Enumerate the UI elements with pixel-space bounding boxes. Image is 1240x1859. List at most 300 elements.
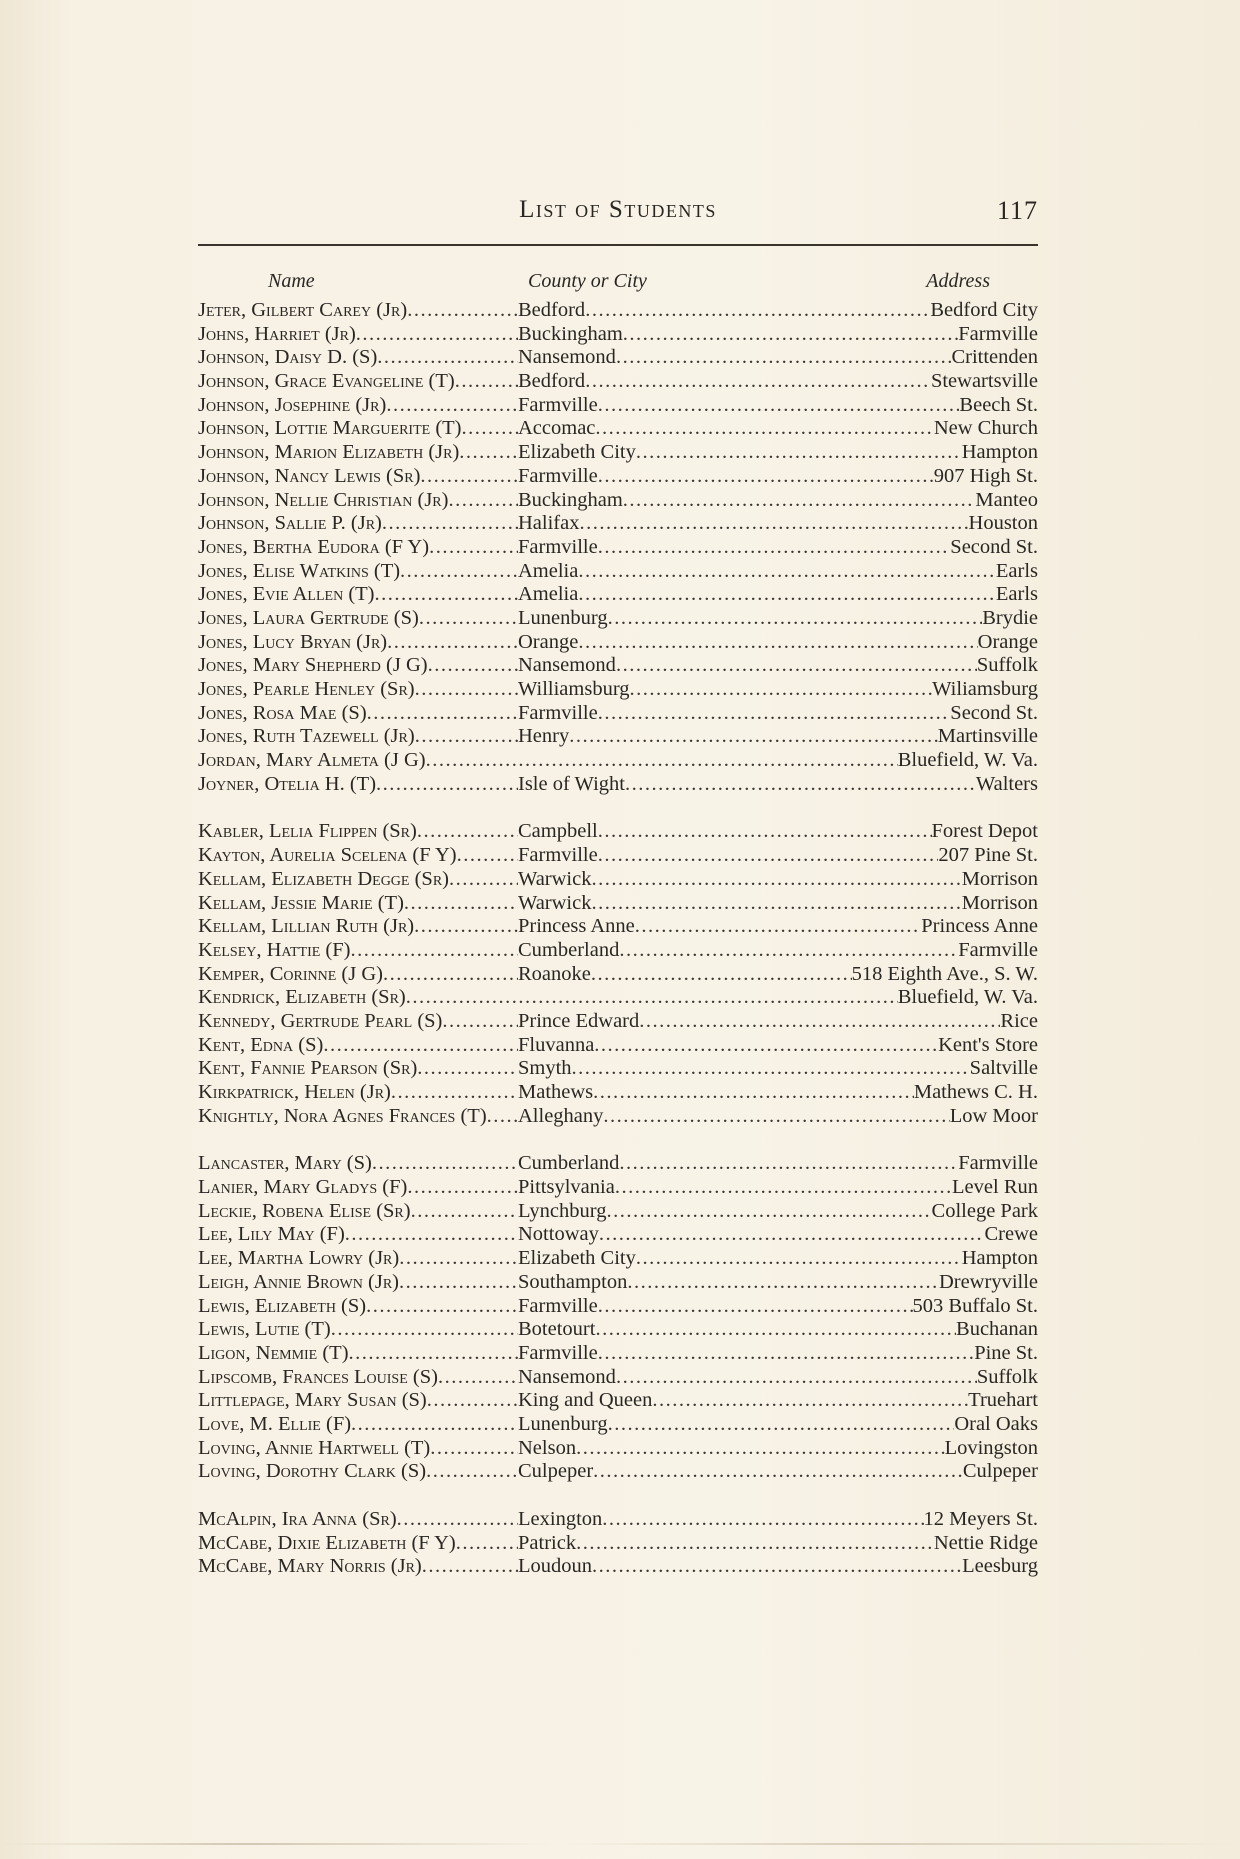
- student-row: [198, 702, 1038, 726]
- student-name: Jones, Elise Watkins (T): [198, 559, 401, 582]
- student-county: Isle of Wight: [518, 772, 625, 795]
- student-address: Houston: [968, 512, 1038, 535]
- dot-leader: [619, 1152, 958, 1176]
- student-row: [198, 1176, 1038, 1200]
- student-address: Low Moor: [949, 1104, 1038, 1127]
- dot-leader: [576, 1437, 945, 1461]
- student-row: [198, 725, 1038, 749]
- student-address: Crittenden: [951, 346, 1038, 369]
- student-county: Princess Anne: [518, 915, 635, 938]
- student-county: Mathews: [518, 1081, 594, 1103]
- dot-leader: [598, 1342, 974, 1366]
- student-row: [198, 1532, 1038, 1556]
- student-name: Leigh, Annie Brown (Jr): [198, 1270, 399, 1293]
- student-name: Lanier, Mary Gladys (F): [198, 1176, 408, 1199]
- student-row: [198, 370, 1038, 394]
- student-address: Drewryville: [938, 1270, 1038, 1293]
- student-row: [198, 417, 1038, 441]
- student-row: [198, 465, 1038, 489]
- student-name: Lee, Lily May (F): [198, 1223, 345, 1246]
- student-name: Johnson, Lottie Marguerite (T): [198, 417, 462, 440]
- student-name: Lewis, Lutie (T): [198, 1318, 331, 1341]
- student-county: Accomac: [518, 417, 596, 440]
- student-county: Farmville: [518, 844, 598, 867]
- student-address: Earls: [995, 583, 1038, 606]
- dot-leader: [419, 607, 518, 631]
- column-header-county: County or City: [528, 270, 647, 292]
- student-county: Nansemond: [518, 654, 616, 677]
- dot-leader: [367, 702, 518, 726]
- dot-leader: [350, 939, 518, 963]
- student-row: [198, 1508, 1038, 1532]
- student-county: Warwick: [518, 867, 592, 890]
- student-section: [198, 1152, 1038, 1484]
- student-address: Saltville: [969, 1057, 1038, 1080]
- student-name: Lee, Martha Lowry (Jr): [198, 1247, 400, 1270]
- student-address: 207 Pine St.: [938, 844, 1038, 867]
- student-address: Pine St.: [974, 1341, 1038, 1364]
- student-row: [198, 1295, 1038, 1319]
- dot-leader: [598, 394, 960, 418]
- student-address: Culpeper: [962, 1460, 1038, 1483]
- student-address: Leesburg: [962, 1555, 1038, 1578]
- student-address: 907 High St.: [933, 464, 1038, 487]
- dot-leader: [455, 370, 518, 394]
- student-row: [198, 915, 1038, 939]
- student-row: [198, 1366, 1038, 1390]
- dot-leader: [598, 702, 951, 726]
- student-row: [198, 1437, 1038, 1461]
- student-row: [198, 1389, 1038, 1413]
- student-row: [198, 1200, 1038, 1224]
- column-headers: [198, 270, 1038, 302]
- dot-leader: [593, 1081, 914, 1105]
- student-address: Nettie Ridge: [933, 1531, 1038, 1554]
- student-address: Hampton: [961, 441, 1038, 464]
- student-name: Lewis, Elizabeth (S): [198, 1294, 367, 1317]
- student-county: Lynchburg: [518, 1199, 607, 1222]
- dot-leader: [603, 1105, 949, 1129]
- dot-leader: [375, 583, 519, 607]
- dot-leader: [608, 607, 983, 631]
- student-name: Lipscomb, Frances Louise (S): [198, 1365, 438, 1388]
- student-county: Loudoun: [518, 1555, 593, 1578]
- dot-leader: [569, 725, 938, 749]
- dot-leader: [366, 1295, 518, 1319]
- student-name: Ligon, Nemmie (T): [198, 1341, 349, 1364]
- dot-leader: [400, 560, 518, 584]
- student-address: Buchanan: [956, 1318, 1038, 1341]
- dot-leader: [422, 1555, 518, 1579]
- student-county: Nottoway: [518, 1223, 599, 1246]
- page-edge-smudge: [0, 1843, 1240, 1845]
- student-row: [198, 678, 1038, 702]
- student-address: New Church: [933, 417, 1038, 440]
- student-county: Elizabeth City: [518, 1247, 636, 1270]
- dot-leader: [457, 844, 518, 868]
- student-county: Lunenburg: [518, 606, 608, 629]
- student-address: Farmville: [958, 938, 1038, 961]
- student-address: Second St.: [950, 701, 1038, 724]
- student-row: [198, 939, 1038, 963]
- student-county: Culpeper: [518, 1460, 594, 1483]
- student-address: Morrison: [961, 891, 1038, 914]
- dot-leader: [438, 1366, 518, 1390]
- dot-leader: [386, 394, 518, 418]
- dot-leader: [591, 868, 961, 892]
- student-address: Oral Oaks: [954, 1412, 1038, 1435]
- student-address: Morrison: [961, 867, 1038, 890]
- student-name: Kelsey, Hattie (F): [198, 938, 351, 961]
- student-row: [198, 560, 1038, 584]
- dot-leader: [426, 1460, 518, 1484]
- student-address: Bedford City: [930, 299, 1038, 321]
- student-name: Kemper, Corinne (J G): [198, 962, 383, 985]
- student-row: [198, 299, 1038, 323]
- student-row: [198, 536, 1038, 560]
- student-address: Stewartsville: [930, 370, 1038, 393]
- student-row: [198, 1271, 1038, 1295]
- dot-leader: [323, 1034, 518, 1058]
- student-county: Patrick: [518, 1531, 577, 1554]
- student-row: [198, 346, 1038, 370]
- student-section: [198, 299, 1038, 796]
- dot-leader: [331, 1318, 518, 1342]
- student-county: Buckingham: [518, 488, 623, 511]
- student-county: Prince Edward: [518, 1009, 640, 1032]
- student-name: Kellam, Lillian Ruth (Jr): [198, 915, 415, 938]
- dot-leader: [372, 1152, 518, 1176]
- student-address: Brydie: [982, 606, 1038, 629]
- student-row: [198, 986, 1038, 1010]
- student-name: Jones, Bertha Eudora (F Y): [198, 535, 430, 558]
- student-name: Kennedy, Gertrude Pearl (S): [198, 1009, 443, 1032]
- student-name: Johnson, Daisy D. (S): [198, 346, 378, 369]
- student-name: Jeter, Gilbert Carey (Jr): [198, 299, 408, 321]
- student-county: Elizabeth City: [518, 441, 636, 464]
- dot-leader: [428, 654, 518, 678]
- dot-leader: [376, 773, 518, 797]
- dot-leader: [462, 417, 519, 441]
- dot-leader: [383, 963, 518, 987]
- dot-leader: [598, 1295, 913, 1319]
- dot-leader: [579, 512, 968, 536]
- student-address: Walters: [975, 772, 1038, 795]
- student-row: [198, 1105, 1038, 1129]
- student-section: [198, 820, 1038, 1128]
- student-row: [198, 1555, 1038, 1579]
- dot-leader: [407, 1176, 518, 1200]
- student-name: Jones, Rosa Mae (S): [198, 701, 367, 724]
- dot-leader: [598, 465, 934, 489]
- dot-leader: [595, 417, 933, 441]
- header-rule: [198, 244, 1038, 246]
- student-name: Kent, Edna (S): [198, 1033, 324, 1056]
- section-gap: [198, 796, 1038, 820]
- dot-leader: [598, 844, 939, 868]
- student-county: Nansemond: [518, 346, 616, 369]
- student-row: [198, 654, 1038, 678]
- student-county: Cumberland: [518, 938, 620, 961]
- student-name: Joyner, Otelia H. (T): [198, 772, 377, 795]
- student-address: College Park: [931, 1199, 1038, 1222]
- dot-leader: [606, 1200, 931, 1224]
- dot-leader: [426, 749, 898, 773]
- section-gap: [198, 1484, 1038, 1508]
- student-name: Kellam, Elizabeth Degge (Sr): [198, 867, 449, 890]
- student-county: King and Queen: [518, 1389, 653, 1412]
- dot-leader: [578, 560, 996, 584]
- student-address: Lovingston: [944, 1436, 1038, 1459]
- dot-leader: [627, 1271, 939, 1295]
- student-address: 518 Eighth Ave., S. W.: [851, 962, 1038, 985]
- student-county: Amelia: [518, 583, 579, 606]
- student-address: Wiliamsburg: [932, 678, 1038, 700]
- student-county: Southampton: [518, 1270, 628, 1293]
- student-county: Bedford: [518, 299, 586, 321]
- student-address: Princess Anne: [921, 915, 1038, 938]
- student-row: [198, 1342, 1038, 1366]
- student-county: Roanoke: [518, 962, 591, 985]
- dot-leader: [415, 725, 518, 749]
- student-name: McCabe, Mary Norris (Jr): [198, 1555, 422, 1578]
- dot-leader: [397, 1508, 518, 1532]
- dot-leader: [448, 489, 518, 513]
- student-county: Farmville: [518, 1341, 598, 1364]
- dot-leader: [415, 678, 518, 702]
- dot-leader: [616, 346, 952, 370]
- student-name: Kendrick, Elizabeth (Sr): [198, 986, 406, 1009]
- student-row: [198, 1413, 1038, 1437]
- student-name: Jones, Lucy Bryan (Jr): [198, 630, 388, 653]
- student-name: Loving, Annie Hartwell (T): [198, 1436, 431, 1459]
- student-county: Williamsburg: [518, 678, 630, 700]
- student-county: Botetourt: [518, 1318, 596, 1341]
- dot-leader: [602, 1508, 923, 1532]
- student-name: Lancaster, Mary (S): [198, 1152, 372, 1175]
- dot-leader: [356, 323, 518, 347]
- student-row: [198, 749, 1038, 773]
- student-address: 503 Buffalo St.: [912, 1294, 1038, 1317]
- student-row: [198, 394, 1038, 418]
- student-county: Buckingham: [518, 322, 623, 345]
- dot-leader: [427, 1389, 518, 1413]
- dot-leader: [349, 1342, 518, 1366]
- dot-leader: [387, 631, 518, 655]
- student-address: Forest Depot: [931, 820, 1038, 843]
- dot-leader: [487, 1105, 518, 1129]
- student-county: Orange: [518, 630, 579, 653]
- student-row: [198, 1318, 1038, 1342]
- dot-leader: [636, 1247, 962, 1271]
- dot-leader: [635, 915, 922, 939]
- student-address: Suffolk: [976, 1365, 1038, 1388]
- student-county: Pittsylvania: [518, 1176, 615, 1199]
- student-row: [198, 1057, 1038, 1081]
- student-county: Cumberland: [518, 1152, 620, 1175]
- student-row: [198, 1081, 1038, 1105]
- student-county: Farmville: [518, 1294, 598, 1317]
- student-row: [198, 1223, 1038, 1247]
- student-address: Martinsville: [937, 725, 1038, 748]
- dot-leader: [591, 892, 961, 916]
- student-name: Love, M. Ellie (F): [198, 1412, 352, 1435]
- student-name: Johnson, Sallie P. (Jr): [198, 512, 382, 535]
- dot-leader: [345, 1223, 518, 1247]
- student-name: Littlepage, Mary Susan (S): [198, 1389, 427, 1412]
- student-row: [198, 583, 1038, 607]
- dot-leader: [572, 1057, 970, 1081]
- student-address: Crewe: [984, 1223, 1038, 1246]
- student-row: [198, 1247, 1038, 1271]
- student-address: Mathews C. H.: [913, 1081, 1038, 1103]
- student-name: Kabler, Lelia Flippen (Sr): [198, 820, 417, 843]
- column-header-name: Name: [268, 270, 315, 292]
- student-section: [198, 1508, 1038, 1579]
- student-address: Hampton: [961, 1247, 1038, 1270]
- dot-leader: [377, 346, 518, 370]
- student-row: [198, 441, 1038, 465]
- dot-leader: [636, 441, 962, 465]
- student-address: Level Run: [952, 1176, 1038, 1199]
- dot-leader: [456, 1532, 518, 1556]
- student-name: Loving, Dorothy Clark (S): [198, 1460, 427, 1483]
- dot-leader: [399, 1271, 518, 1295]
- dot-leader: [623, 323, 959, 347]
- student-county: Amelia: [518, 559, 579, 582]
- dot-leader: [585, 370, 931, 394]
- student-name: Jones, Pearle Henley (Sr): [198, 678, 415, 700]
- column-header-address: Address: [926, 270, 990, 292]
- dot-leader: [639, 1010, 1000, 1034]
- student-name: Johns, Harriet (Jr): [198, 322, 356, 345]
- student-address: Farmville: [958, 1152, 1038, 1175]
- student-address: Beech St.: [959, 393, 1038, 416]
- student-county: Alleghany: [518, 1104, 604, 1127]
- page-title: List of Students: [519, 196, 717, 223]
- student-row: [198, 323, 1038, 347]
- student-row: [198, 868, 1038, 892]
- dot-leader: [630, 678, 933, 702]
- dot-leader: [595, 1318, 956, 1342]
- student-address: Second St.: [950, 535, 1038, 558]
- dot-leader: [429, 536, 518, 560]
- student-name: McCabe, Dixie Elizabeth (F Y): [198, 1531, 456, 1554]
- page-number: 117: [996, 196, 1038, 225]
- student-row: [198, 963, 1038, 987]
- student-row: [198, 892, 1038, 916]
- dot-leader: [411, 1200, 518, 1224]
- dot-leader: [406, 986, 898, 1010]
- student-row: [198, 844, 1038, 868]
- dot-leader: [382, 512, 518, 536]
- student-name: Jones, Evie Allen (T): [198, 583, 375, 606]
- dot-leader: [593, 1460, 963, 1484]
- student-name: Knightly, Nora Agnes Frances (T): [198, 1104, 487, 1127]
- dot-leader: [623, 489, 976, 513]
- dot-leader: [594, 1034, 938, 1058]
- student-address: Truehart: [968, 1389, 1038, 1412]
- student-name: Jordan, Mary Almeta (J G): [198, 749, 426, 772]
- student-county: Farmville: [518, 464, 598, 487]
- dot-leader: [417, 1057, 518, 1081]
- dot-leader: [592, 1555, 962, 1579]
- dot-leader: [625, 773, 976, 797]
- dot-leader: [585, 299, 930, 323]
- dot-leader: [576, 1532, 934, 1556]
- student-name: McAlpin, Ira Anna (Sr): [198, 1508, 397, 1530]
- student-name: Jones, Laura Gertrude (S): [198, 606, 419, 629]
- student-county: Smyth: [518, 1057, 572, 1080]
- student-name: Kayton, Aurelia Scelena (F Y): [198, 844, 457, 867]
- dot-leader: [599, 1223, 985, 1247]
- dot-leader: [420, 465, 518, 489]
- student-name: Johnson, Grace Evangeline (T): [198, 370, 455, 393]
- student-county: Nelson: [518, 1436, 577, 1459]
- dot-leader: [399, 1247, 518, 1271]
- student-row: [198, 512, 1038, 536]
- student-row: [198, 489, 1038, 513]
- section-gap: [198, 1128, 1038, 1152]
- student-county: Fluvanna: [518, 1033, 595, 1056]
- dot-leader: [417, 820, 518, 844]
- dot-leader: [449, 868, 518, 892]
- student-county: Henry: [518, 725, 570, 748]
- student-address: Bluefield, W. Va.: [897, 986, 1038, 1009]
- dot-leader: [391, 1081, 518, 1105]
- student-address: Kent's Store: [938, 1033, 1038, 1056]
- student-county: Farmville: [518, 393, 598, 416]
- student-address: Orange: [977, 630, 1038, 653]
- dot-leader: [351, 1413, 518, 1437]
- dot-leader: [616, 654, 977, 678]
- student-name: Kellam, Jessie Marie (T): [198, 891, 404, 914]
- running-head: [198, 196, 1038, 236]
- student-county: Halifax: [518, 512, 580, 535]
- student-address: Rice: [1000, 1009, 1038, 1032]
- student-name: Jones, Mary Shepherd (J G): [198, 654, 428, 677]
- dot-leader: [459, 441, 518, 465]
- student-row: [198, 773, 1038, 797]
- dot-leader: [407, 299, 518, 323]
- student-row: [198, 820, 1038, 844]
- student-row: [198, 631, 1038, 655]
- student-county: Campbell: [518, 820, 598, 843]
- student-address: Bluefield, W. Va.: [897, 749, 1038, 772]
- student-county: Nansemond: [518, 1365, 616, 1388]
- dot-leader: [608, 1413, 955, 1437]
- dot-leader: [615, 1176, 952, 1200]
- dot-leader: [652, 1389, 968, 1413]
- student-row: [198, 1034, 1038, 1058]
- dot-leader: [619, 939, 958, 963]
- student-county: Farmville: [518, 701, 598, 724]
- student-county: Warwick: [518, 891, 592, 914]
- student-address: 12 Meyers St.: [923, 1508, 1038, 1530]
- student-address: Suffolk: [976, 654, 1038, 677]
- student-name: Johnson, Marion Elizabeth (Jr): [198, 441, 460, 464]
- student-address: Manteo: [975, 488, 1038, 511]
- dot-leader: [442, 1010, 518, 1034]
- dot-leader: [414, 915, 518, 939]
- student-county: Bedford: [518, 370, 586, 393]
- student-name: Kirkpatrick, Helen (Jr): [198, 1081, 391, 1103]
- student-list: [198, 299, 1038, 1579]
- student-name: Johnson, Nellie Christian (Jr): [198, 488, 449, 511]
- dot-leader: [616, 1366, 977, 1390]
- student-address: Earls: [995, 559, 1038, 582]
- student-name: Jones, Ruth Tazewell (Jr): [198, 725, 415, 748]
